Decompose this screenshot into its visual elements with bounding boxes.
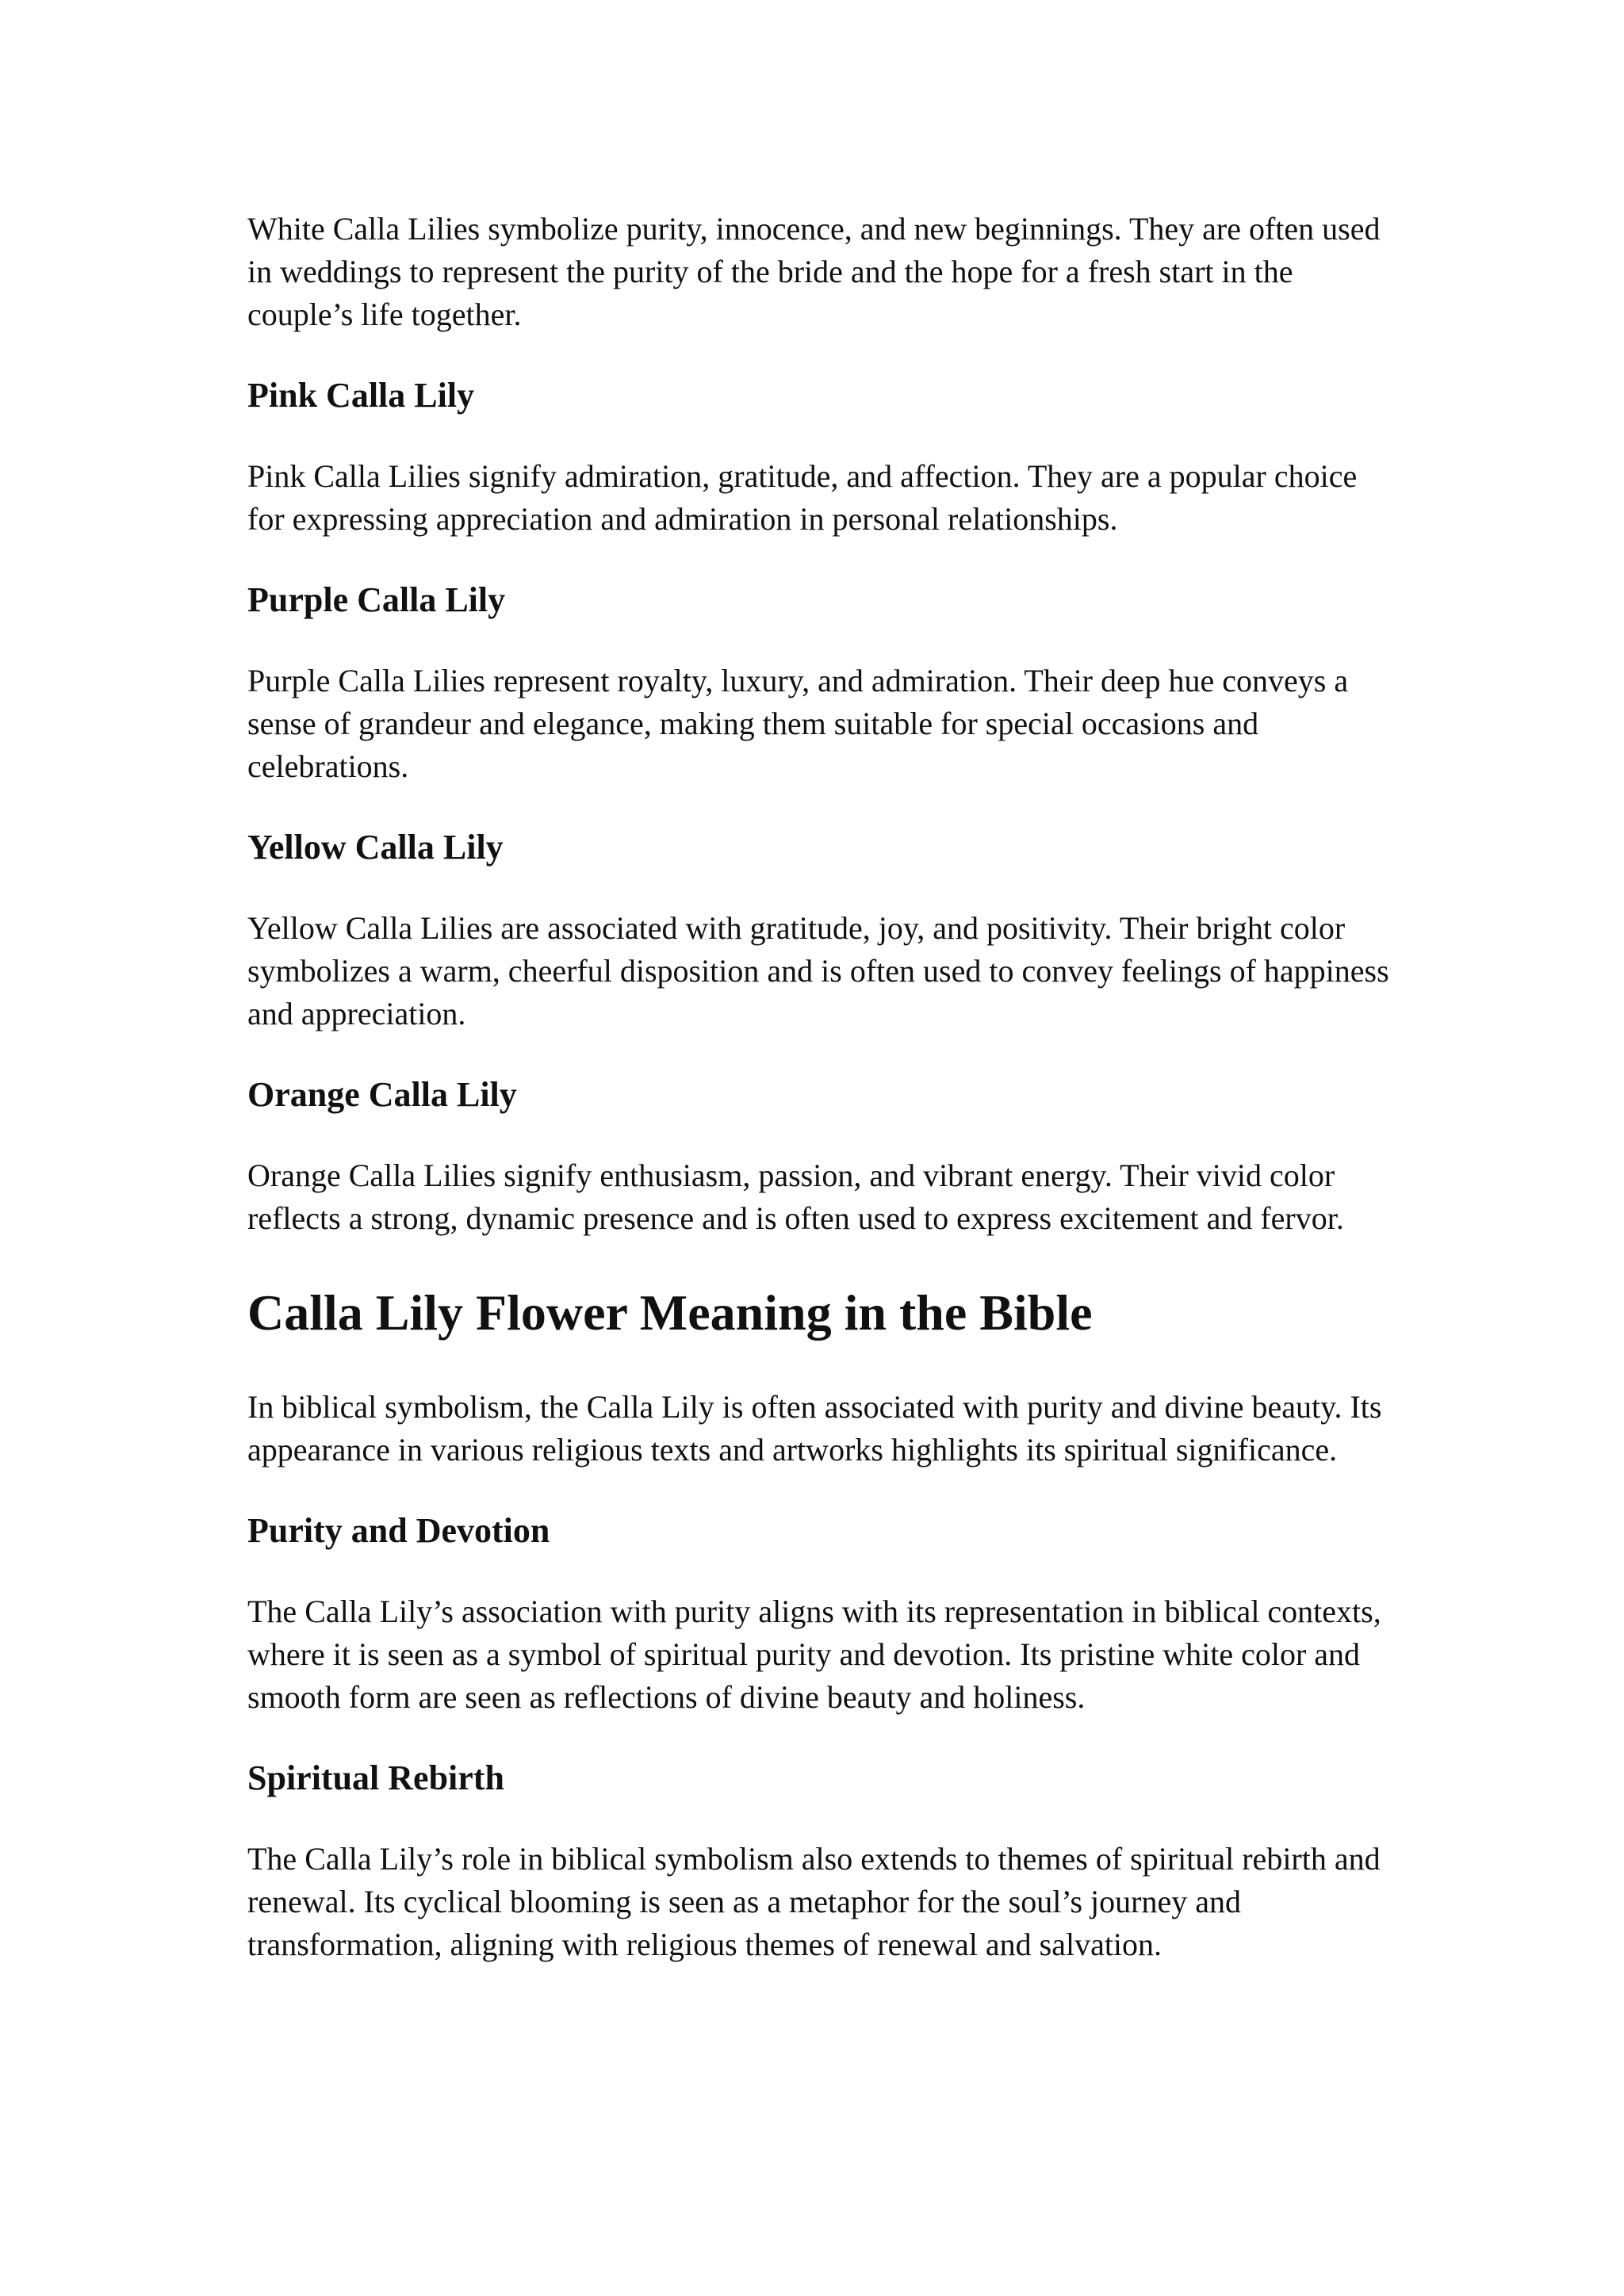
- purity-devotion-paragraph: The Calla Lily’s association with purity aligns with its representation in biblical contexts, where it is seen as a symbol of spiritual purity and devotion. Its pristine white color and smooth form are seen as reflections of divine beauty and holiness.: [247, 1594, 1381, 1715]
- orange-calla-paragraph: Orange Calla Lilies signify enthusiasm, passion, and vibrant energy. Their vivid color reflects a strong, dynamic presence and is often used to express excitement and fervor.: [247, 1158, 1344, 1236]
- purple-calla-heading: Purple Calla Lily: [247, 580, 506, 619]
- yellow-calla-paragraph: Yellow Calla Lilies are associated with gratitude, joy, and positivity. Their bright color symbolizes a warm, cheerful disposition and is often used to convey feelings of happiness and appreciation.: [247, 910, 1389, 1031]
- bible-intro-paragraph: In biblical symbolism, the Calla Lily is often associated with purity and divine beauty. Its appearance in various religious texts and artworks highlights its spiritual significance.: [247, 1389, 1382, 1468]
- purple-calla-paragraph: Purple Calla Lilies represent royalty, luxury, and admiration. Their deep hue conveys a sense of grandeur and elegance, making them suitable for special occasions and celebrations.: [247, 663, 1349, 784]
- bible-section-heading: Calla Lily Flower Meaning in the Bible: [247, 1284, 1093, 1341]
- document-page: [247, 208, 1389, 1966]
- pink-calla-paragraph: Pink Calla Lilies signify admiration, gratitude, and affection. They are a popular choice for expressing appreciation and admiration in personal relationships.: [247, 458, 1358, 537]
- spiritual-rebirth-paragraph: The Calla Lily’s role in biblical symbolism also extends to themes of spiritual rebirth and renewal. Its cyclical blooming is seen as a metaphor for the soul’s journey and transformation, aligning with religious themes of renewal and salvation.: [247, 1841, 1381, 1962]
- spiritual-rebirth-heading: Spiritual Rebirth: [247, 1758, 504, 1797]
- yellow-calla-heading: Yellow Calla Lily: [247, 828, 504, 867]
- orange-calla-heading: Orange Calla Lily: [247, 1075, 517, 1114]
- white-calla-paragraph: White Calla Lilies symbolize purity, innocence, and new beginnings. They are often used in weddings to represent the purity of the bride and the hope for a fresh start in the couple’s life together.: [247, 211, 1381, 332]
- purity-devotion-heading: Purity and Devotion: [247, 1511, 550, 1550]
- pink-calla-heading: Pink Calla Lily: [247, 376, 475, 415]
